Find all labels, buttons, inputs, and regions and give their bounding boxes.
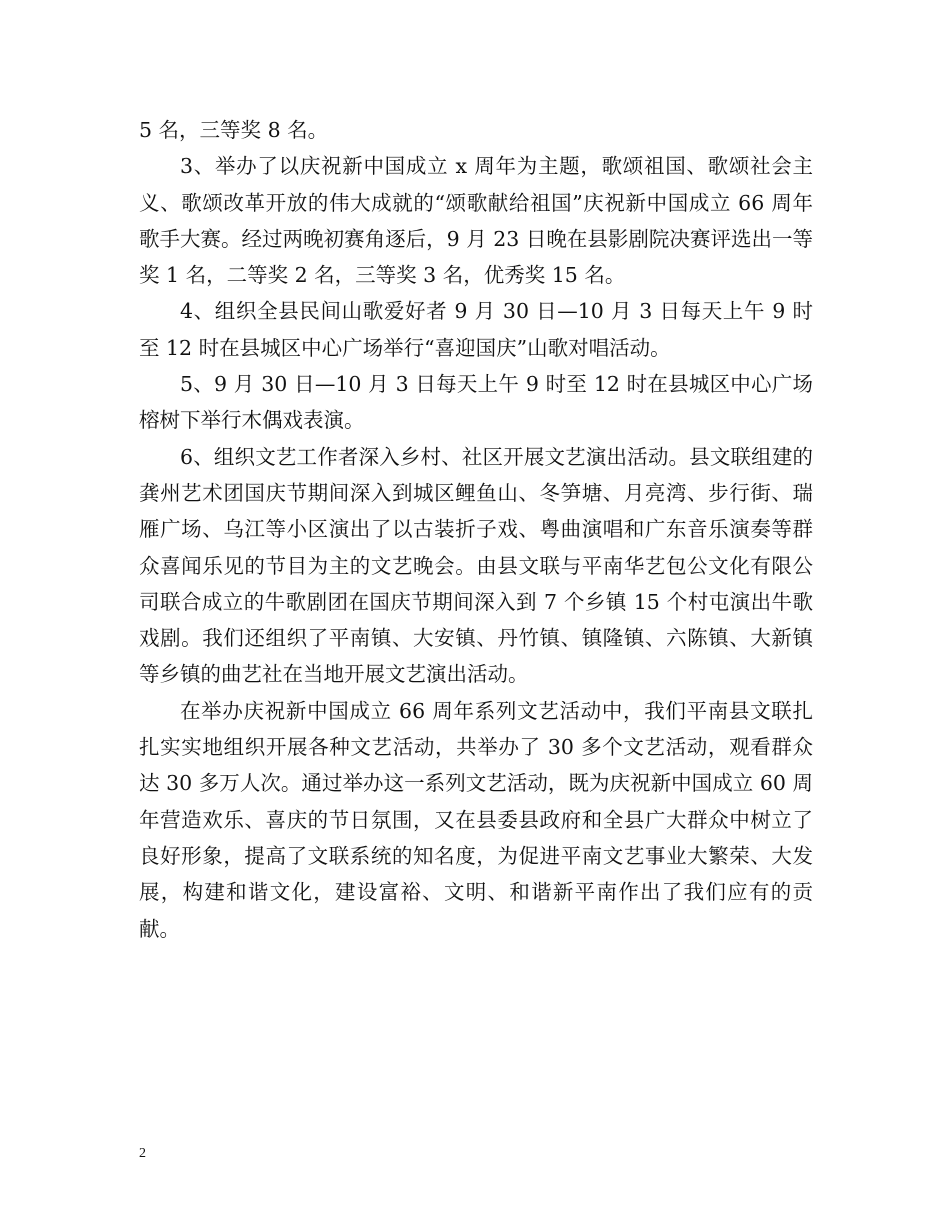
paragraph-item-3: 3、举办了以庆祝新中国成立 x 周年为主题，歌颂祖国、歌颂社会主义、歌颂改革开放的伟大成就的“颂歌献给祖国”庆祝新中国成立 66 周年歌手大赛。经过两晚初赛角逐后，9 月 23 日晚在县影剧院决赛评选出一等奖 1 名，二等奖 2 名，三等奖 3 名，优秀奖 15 名。 — [139, 154, 813, 288]
paragraph-summary: 在举办庆祝新中国成立 66 周年系列文艺活动中，我们平南县文联扎扎实实地组织开展各种文艺活动，共举办了 30 多个文艺活动，观看群众达 30 多万人次。通过举办这一系列文艺活动，既为庆祝新中国成立 60 周年营造欢乐、喜庆的节日氛围，又在县委县政府和全县广大群众中树立了良好形象，提高了文联系统的知名度，为促进平南文艺事业大繁荣、大发展，构建和谐文化，建设富裕、文明、和谐新平南作出了我们应有的贡献。 — [139, 698, 813, 941]
page-number: 2 — [139, 1146, 146, 1161]
paragraph-continuation: 5 名，三等奖 8 名。 — [139, 118, 329, 142]
paragraph-item-6: 6、组织文艺工作者深入乡村、社区开展文艺演出活动。县文联组建的龚州艺术团国庆节期间深入到城区鲤鱼山、冬笋塘、月亮湾、步行街、瑞雁广场、乌江等小区演出了以古装折子戏、粤曲演唱和广东音乐演奏等群众喜闻乐见的节目为主的文艺晚会。由县文联与平南华艺包公文化有限公司联合成立的牛歌剧团在国庆节期间深入到 7 个乡镇 15 个村屯演出牛歌戏剧。我们还组织了平南镇、大安镇、丹竹镇、镇隆镇、六陈镇、大新镇等乡镇的曲艺社在当地开展文艺演出活动。 — [139, 444, 813, 687]
paragraph-item-5: 5、9 月 30 日—10 月 3 日每天上午 9 时至 12 时在县城区中心广场榕树下举行木偶戏表演。 — [139, 372, 813, 433]
paragraph-item-4: 4、组织全县民间山歌爱好者 9 月 30 日—10 月 3 日每天上午 9 时至 12 时在县城区中心广场举行“喜迎国庆”山歌对唱活动。 — [139, 299, 813, 360]
document-body — [139, 112, 813, 947]
